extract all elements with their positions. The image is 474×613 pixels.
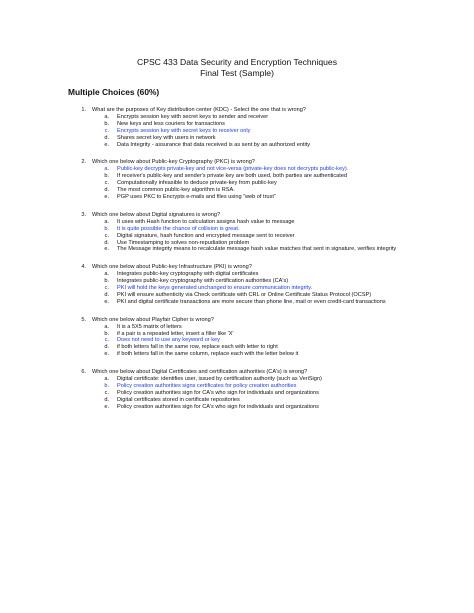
option-letter: e.: [104, 141, 109, 148]
answer-option-highlighted: [66, 285, 458, 292]
option-letter: e.: [104, 403, 109, 410]
option-text: if both letters fall in the same row, replace each with letter to right: [117, 344, 278, 351]
answer-option: [66, 233, 458, 240]
question-header: [66, 107, 458, 114]
option-letter: a.: [104, 166, 109, 173]
answer-option: [66, 180, 458, 187]
answer-option: [66, 246, 458, 253]
option-letter: e.: [104, 193, 109, 200]
option-text: Integrates public-key cryptography with digital certificates: [117, 271, 259, 278]
option-letter: b.: [104, 225, 109, 232]
answer-option-highlighted: [66, 337, 458, 344]
question-header: [66, 264, 458, 271]
question-text: What are the purposes of Key distribution center (KDC) - Select the one that is wrong?: [92, 107, 306, 113]
option-text: PKI will hold the keys generated unchanged to ensure communication integrity.: [117, 285, 313, 292]
option-letter: b.: [104, 173, 109, 180]
answer-option: [66, 142, 458, 149]
answer-option: [66, 351, 458, 358]
option-list: [66, 219, 458, 254]
option-text: It uses with Hash function to calculation assigns hash value to message: [117, 218, 295, 225]
option-list: [66, 376, 458, 411]
question-header: [66, 159, 458, 166]
answer-option: [66, 292, 458, 299]
answer-option-highlighted: [66, 226, 458, 233]
option-letter: b.: [104, 383, 109, 389]
question-text: Which one below about Playfair Cipher is wrong?: [92, 316, 214, 323]
option-text: Integrates public-key cryptography with certification authorities (CA's): [117, 278, 289, 285]
answer-option: [66, 121, 458, 128]
option-letter: d.: [104, 239, 109, 246]
question-text: Which one below about Public-key Cryptography (PKC) is wrong?: [92, 159, 255, 166]
option-letter: c.: [104, 337, 109, 344]
question-text: Which one below about Digital signatures is wrong?: [92, 211, 221, 218]
option-text: Encrypts session key with secret keys to sender and receiver: [117, 113, 269, 120]
section-heading: Multiple Choices (60%): [68, 87, 160, 97]
option-text: It is a 5X5 matrix of letters: [117, 323, 182, 330]
question-header: [66, 212, 458, 219]
option-letter: c.: [104, 127, 109, 134]
option-text: It is quite possible the chance of collision is great.: [117, 225, 240, 232]
answer-option: [66, 299, 458, 306]
option-letter: b.: [104, 330, 109, 337]
option-letter: c.: [104, 232, 109, 239]
answer-option: [66, 344, 458, 351]
option-letter: e.: [104, 351, 109, 358]
option-text: PKI will ensure authenticity via Check certificate with CRL or Online Certificate Status Protocol (OCSP): [117, 291, 372, 298]
question-number: 4.: [81, 264, 86, 271]
option-list: [66, 166, 458, 201]
option-letter: a.: [104, 376, 109, 383]
option-text: New keys and less couriers for transactions: [117, 120, 225, 127]
option-letter: d.: [104, 134, 109, 141]
answer-option: [66, 219, 458, 226]
question-number: 2.: [81, 159, 86, 166]
option-text: Does not need to use any keyword or key: [117, 337, 220, 344]
option-list: [66, 114, 458, 149]
question-4: [66, 264, 458, 305]
answer-option: [66, 397, 458, 404]
option-text: The most common public-key algorithm is RSA.: [117, 187, 235, 194]
question-2: [66, 159, 458, 200]
option-text: Policy creation authorities sign for CA's who sign for individuals and organizations: [117, 389, 319, 396]
option-text: Encrypts session key with secret keys to receiver only: [117, 127, 251, 134]
option-text: Public-key decrypts private-key and not vice-versa (private-key does not decrypts public-key).: [117, 166, 349, 173]
answer-option: [66, 173, 458, 180]
answer-option: [66, 194, 458, 201]
answer-option: [66, 271, 458, 278]
answer-option: [66, 135, 458, 142]
option-letter: a.: [104, 218, 109, 225]
option-letter: d.: [104, 344, 109, 351]
option-text: If receiver's public-key and sender's private key are both used, both parties are authenticated: [117, 173, 348, 180]
option-list: [66, 324, 458, 359]
option-letter: b.: [104, 120, 109, 127]
answer-option-highlighted: [66, 383, 458, 390]
option-text: Digital signature, hash function and encrypted message sent to receiver: [117, 232, 295, 239]
option-letter: b.: [104, 278, 109, 285]
question-number: 6.: [81, 369, 86, 376]
question-number: 1.: [81, 107, 86, 113]
question-text: Which one below about Public-key Infrastructure (PKI) is wrong?: [92, 264, 252, 271]
option-text: Computationally infeasible to deduce private-key from public-key: [117, 180, 277, 187]
option-letter: a.: [104, 113, 109, 120]
option-text: PKI and digital certificate transactions are more secure than phone line, mail or even credit-card transactions: [117, 298, 386, 305]
option-text: Policy creation authorities signs certificates for policy creation authorities: [117, 383, 297, 389]
option-list: [66, 271, 458, 306]
option-letter: a.: [104, 271, 109, 278]
option-letter: c.: [104, 285, 109, 292]
question-number: 5.: [81, 316, 86, 323]
question-list: [66, 107, 458, 422]
answer-option: [66, 278, 458, 285]
answer-option: [66, 114, 458, 121]
answer-option: [66, 187, 458, 194]
option-letter: a.: [104, 323, 109, 330]
question-header: [66, 369, 458, 376]
option-text: if both letters fall in the same column, replace each with the letter below it: [117, 351, 299, 358]
option-text: Shares secret key with users in network: [117, 134, 216, 141]
answer-option: [66, 390, 458, 397]
answer-option-highlighted: [66, 166, 458, 173]
option-text: PGP uses PKC to Encrypts e-mails and files using “web of trust”: [117, 193, 276, 200]
option-letter: d.: [104, 396, 109, 403]
answer-option-highlighted: [66, 128, 458, 135]
document-title: CPSC 433 Data Security and Encryption Techniques: [137, 57, 337, 67]
option-letter: c.: [104, 389, 109, 396]
option-text: if a pair is a repeated letter, insert a filler like 'X': [117, 330, 234, 337]
option-text: Data Integrity - assurance that data received is as sent by an authorized entity: [117, 141, 311, 148]
option-letter: d.: [104, 291, 109, 298]
answer-option: [66, 324, 458, 331]
option-text: Use Timestamping to solves non-repudiation problem: [117, 239, 250, 246]
option-letter: d.: [104, 187, 109, 194]
answer-option: [66, 376, 458, 383]
option-letter: c.: [104, 180, 109, 187]
option-text: Digital certificates stored in certificate repositories: [117, 396, 240, 403]
question-5: [66, 317, 458, 358]
option-text: Digital certificate: identifies user, issued by certification authority (such as VeriSign): [117, 376, 322, 383]
option-text: Policy creation authorities sign for CA's who sign for individuals and organizations: [117, 403, 319, 410]
question-3: [66, 212, 458, 253]
question-1: [66, 107, 458, 148]
answer-option: [66, 331, 458, 338]
option-text: The Message integrity means to recalculate message hash value matches that sent in signature, verifies integrity: [117, 246, 397, 253]
question-6: [66, 369, 458, 410]
question-number: 3.: [81, 211, 86, 218]
answer-option: [66, 240, 458, 247]
option-letter: e.: [104, 246, 109, 253]
answer-option: [66, 404, 458, 411]
document-subtitle: Final Test (Sample): [200, 68, 274, 78]
option-letter: e.: [104, 298, 109, 305]
question-header: [66, 317, 458, 324]
question-text: Which one below about Digital Certificates and certification authorities (CA's) is wrong?: [92, 369, 308, 376]
